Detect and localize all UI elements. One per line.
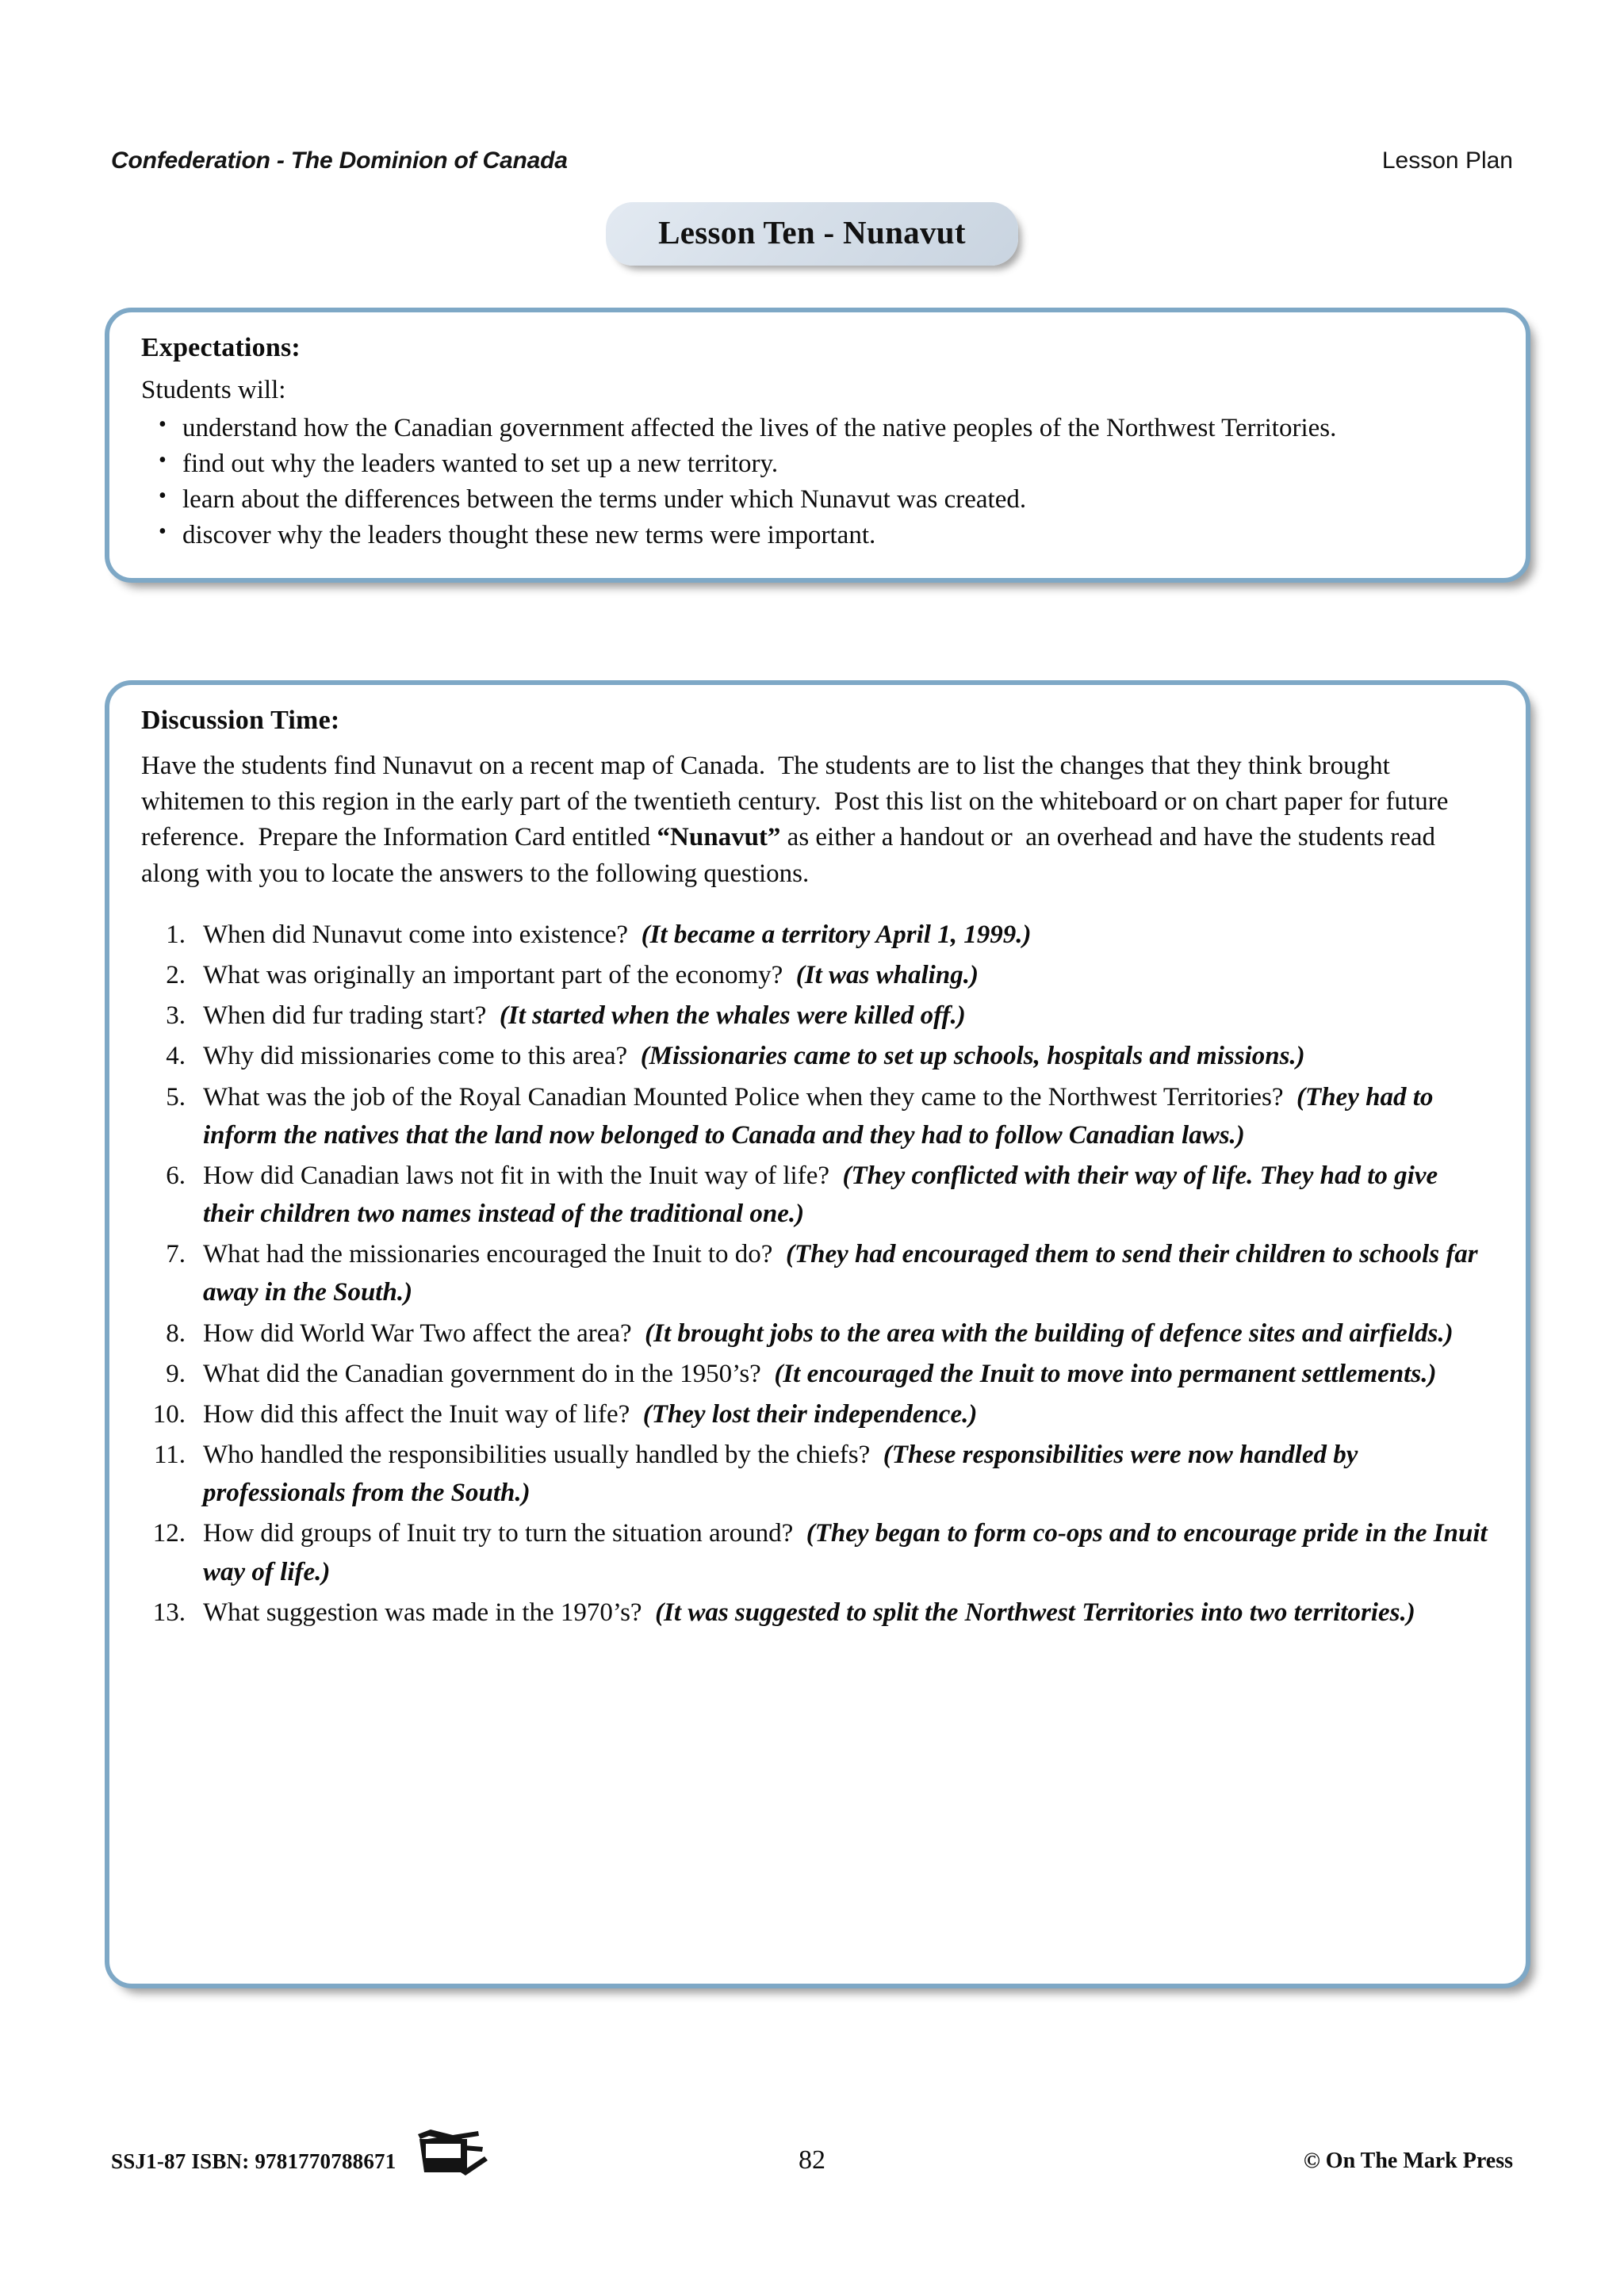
question-item	[141, 1078, 1494, 1154]
question-text: What had the missionaries encouraged the Inuit to do?	[203, 1240, 773, 1269]
question-text: What was originally an important part of the economy?	[203, 960, 783, 989]
answer-text: (It became a territory April 1, 1999.)	[641, 920, 1032, 949]
answer-text: (It encouraged the Inuit to move into permanent settlements.)	[774, 1359, 1437, 1388]
discussion-heading: Discussion Time:	[141, 706, 340, 735]
question-item	[141, 1037, 1494, 1075]
questions-list	[141, 916, 1494, 1632]
question-item	[141, 916, 1494, 954]
question-number: 2.	[166, 960, 186, 989]
running-head-doc-type: Lesson Plan	[1381, 147, 1513, 174]
question-number: 6.	[166, 1161, 186, 1190]
answer-text: (It was whaling.)	[795, 960, 979, 989]
running-head-title: Confederation - The Dominion of Canada	[111, 147, 568, 174]
answer-text: (It was suggested to split the Northwest Territories into two territories.)	[655, 1598, 1415, 1627]
question-item	[141, 1314, 1494, 1353]
question-text: What suggestion was made in the 1970’s?	[203, 1598, 642, 1627]
answer-text: (They conflicted with their way of life. They had to give their children two names instead of the traditional one.)	[203, 1161, 1438, 1229]
question-number: 12.	[152, 1519, 186, 1548]
discussion-time-box	[105, 680, 1530, 1988]
discussion-intro-part1: Have the students find Nunavut on a recent map of Canada. The students are to list the changes that they think brought whitemen to this region in the early part of the twentieth century. Post this list on the whiteboard or on chart paper for future reference. Prepare the Information Card entitled	[141, 752, 1455, 852]
question-item	[141, 997, 1494, 1035]
question-number: 1.	[166, 920, 186, 949]
lesson-title-container	[0, 202, 1624, 266]
question-number: 7.	[166, 1240, 186, 1269]
question-number: 13.	[152, 1598, 186, 1627]
discussion-intro-paragraph	[141, 748, 1494, 892]
question-number: 11.	[153, 1441, 186, 1470]
question-text: What did the Canadian government do in the 1950’s?	[203, 1359, 761, 1388]
list-item: • understand how the Canadian government affected the lives of the native peoples of the Northwest Territories.	[141, 411, 1494, 446]
discussion-intro-bold-term: “Nunavut”	[657, 823, 781, 852]
question-text: How did groups of Inuit try to turn the situation around?	[203, 1519, 794, 1548]
list-item: • find out why the leaders wanted to set up a new territory.	[141, 447, 1494, 481]
answer-text: (It brought jobs to the area with the building of defence sites and airfields.)	[645, 1318, 1454, 1348]
footer-copyright: © On The Mark Press	[1303, 2149, 1513, 2173]
answer-text: (Missionaries came to set up schools, hospitals and missions.)	[640, 1042, 1305, 1071]
page-number: 82	[799, 2145, 825, 2175]
expectations-heading: Expectations:	[141, 333, 301, 362]
question-number: 3.	[166, 1001, 186, 1031]
answer-text: (They had to inform the natives that the land now belonged to Canada and they had to follow Canadian laws.)	[203, 1082, 1434, 1150]
footer-product-code: SSJ1-87 ISBN: 9781770788671	[111, 2149, 396, 2173]
question-number: 10.	[152, 1399, 186, 1429]
question-item	[141, 1157, 1494, 1233]
page-title: Lesson Ten - Nunavut	[658, 214, 966, 251]
answer-text: (They had encouraged them to send their children to schools far away in the South.)	[203, 1240, 1478, 1307]
question-text: How did this affect the Inuit way of life?	[203, 1399, 630, 1429]
list-item: • discover why the leaders thought these new terms were important.	[141, 519, 1494, 553]
discussion-intro-part2: as either a handout or an overhead and have the students read along with you to locate the answers to the following questions.	[141, 823, 1442, 888]
question-text: Why did missionaries come to this area?	[203, 1042, 628, 1071]
question-number: 5.	[166, 1082, 186, 1112]
question-item	[141, 1514, 1494, 1590]
expectations-list	[141, 411, 1494, 553]
answer-text: (These responsibilities were now handled by professionals from the South.)	[203, 1441, 1358, 1508]
answer-text: (They lost their independence.)	[642, 1399, 978, 1429]
running-head	[111, 147, 1513, 174]
question-item	[141, 956, 1494, 994]
lesson-title-pill	[606, 202, 1018, 266]
question-number: 9.	[166, 1359, 186, 1388]
answer-text: (They began to form co-ops and to encourage pride in the Inuit way of life.)	[203, 1519, 1488, 1586]
question-item	[141, 1355, 1494, 1393]
question-text: How did Canadian laws not fit in with the Inuit way of life?	[203, 1161, 830, 1190]
expectations-lead: Students will:	[141, 376, 286, 404]
question-text: When did fur trading start?	[203, 1001, 487, 1031]
expectations-box	[105, 308, 1530, 583]
question-text: Who handled the responsibilities usually handled by the chiefs?	[203, 1441, 871, 1470]
question-item	[141, 1436, 1494, 1512]
question-text: What was the job of the Royal Canadian Mounted Police when they came to the Northwest Territories?	[203, 1082, 1284, 1112]
question-text: When did Nunavut come into existence?	[203, 920, 629, 949]
question-number: 8.	[166, 1318, 186, 1348]
page-footer	[111, 2126, 1513, 2177]
question-number: 4.	[166, 1042, 186, 1071]
list-item: • learn about the differences between the terms under which Nunavut was created.	[141, 483, 1494, 517]
answer-text: (It started when the whales were killed off.)	[499, 1001, 966, 1031]
question-item	[141, 1594, 1494, 1632]
question-text: How did World War Two affect the area?	[203, 1318, 632, 1348]
question-item	[141, 1395, 1494, 1433]
question-item	[141, 1235, 1494, 1311]
